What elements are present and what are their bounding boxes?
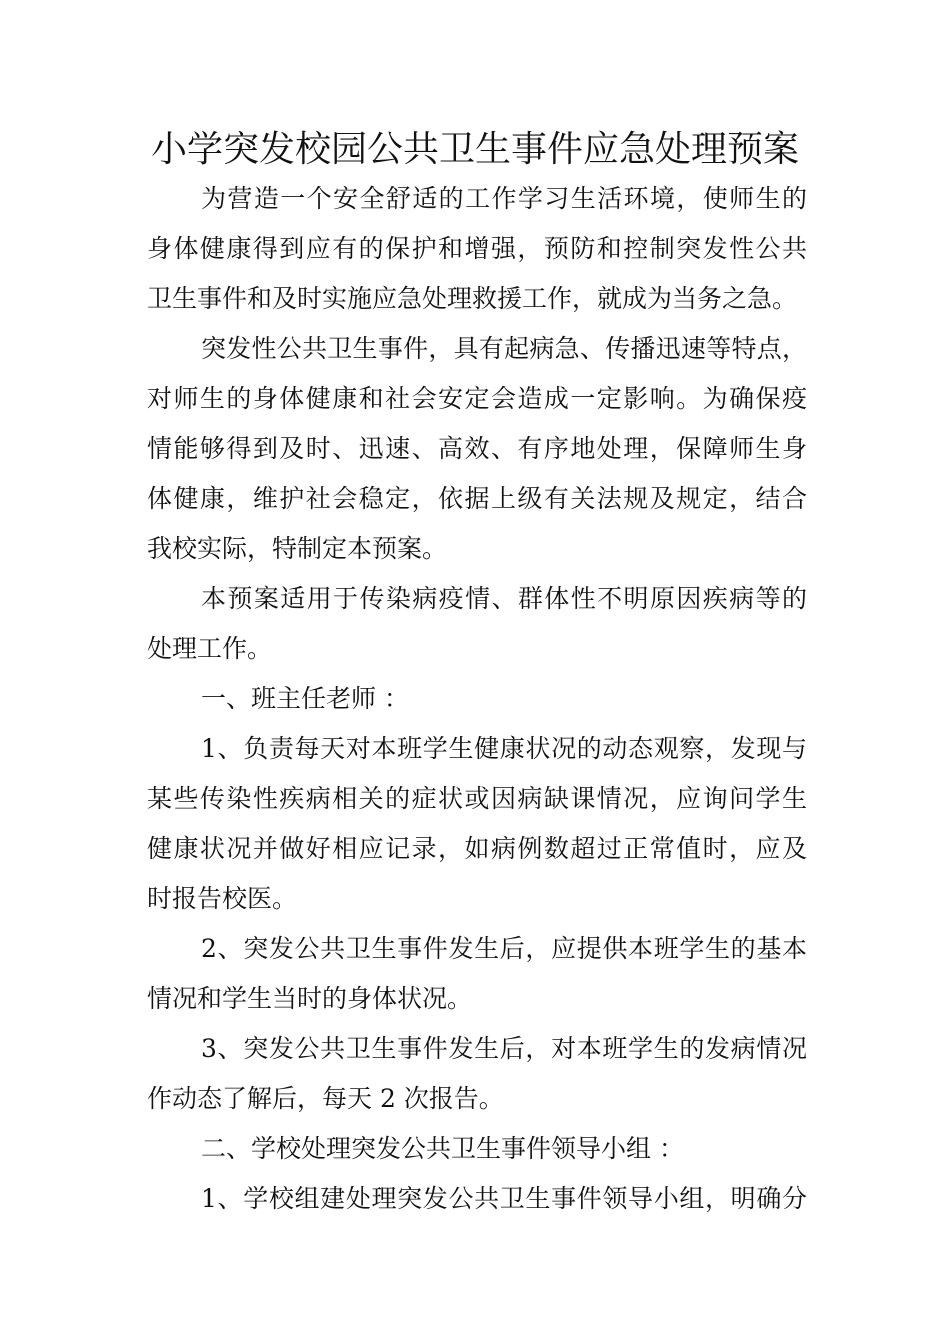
document-body <box>147 174 807 1224</box>
text-line: 1、负责每天对本班学生健康状况的动态观察，发现与 <box>201 734 807 763</box>
text-line: 3、突发公共卫生事件发生后，对本班学生的发病情况 <box>201 1034 807 1063</box>
text-line: 作动态了解后，每天 2 次报告。 <box>147 1084 504 1113</box>
text-line: 处理工作。 <box>147 634 273 663</box>
section-heading: 一、班主任老师 ： <box>201 684 409 713</box>
text-line: 突发性公共卫生事件，具有起病急、传播迅速等特点， <box>201 334 807 363</box>
text-line: 时报告校医。 <box>147 884 298 913</box>
section-heading: 二、学校处理突发公共卫生事件领导小组 ： <box>201 1134 684 1163</box>
text-line: 情能够得到及时、迅速、高效、有序地处理，保障师生身 <box>147 434 807 463</box>
text-line: 健康状况并做好相应记录，如病例数超过正常值时，应及 <box>147 834 807 863</box>
text-line: 卫生事件和及时实施应急处理救援工作，就成为当务之急。 <box>147 284 798 313</box>
document-title: 小学突发校园公共卫生事件应急处理预案 <box>150 129 799 170</box>
text-line: 体健康，维护社会稳定，依据上级有关法规及规定，结合 <box>147 484 807 513</box>
text-line: 我校实际，特制定本预案。 <box>147 534 448 563</box>
text-line: 某些传染性疾病相关的症状或因病缺课情况，应询问学生 <box>147 784 807 813</box>
text-line: 身体健康得到应有的保护和增强，预防和控制突发性公共 <box>147 234 807 263</box>
text-line: 对师生的身体健康和社会安定会造成一定影响。为确保疫 <box>147 384 807 413</box>
text-line: 2、突发公共卫生事件发生后，应提供本班学生的基本 <box>201 934 807 963</box>
text-line: 为营造一个安全舒适的工作学习生活环境，使师生的 <box>201 184 807 213</box>
text-line: 本预案适用于传染病疫情、群体性不明原因疾病等的 <box>201 584 807 613</box>
text-line: 情况和学生当时的身体状况。 <box>147 984 473 1013</box>
text-line: 1、学校组建处理突发公共卫生事件领导小组，明确分 <box>201 1184 807 1213</box>
